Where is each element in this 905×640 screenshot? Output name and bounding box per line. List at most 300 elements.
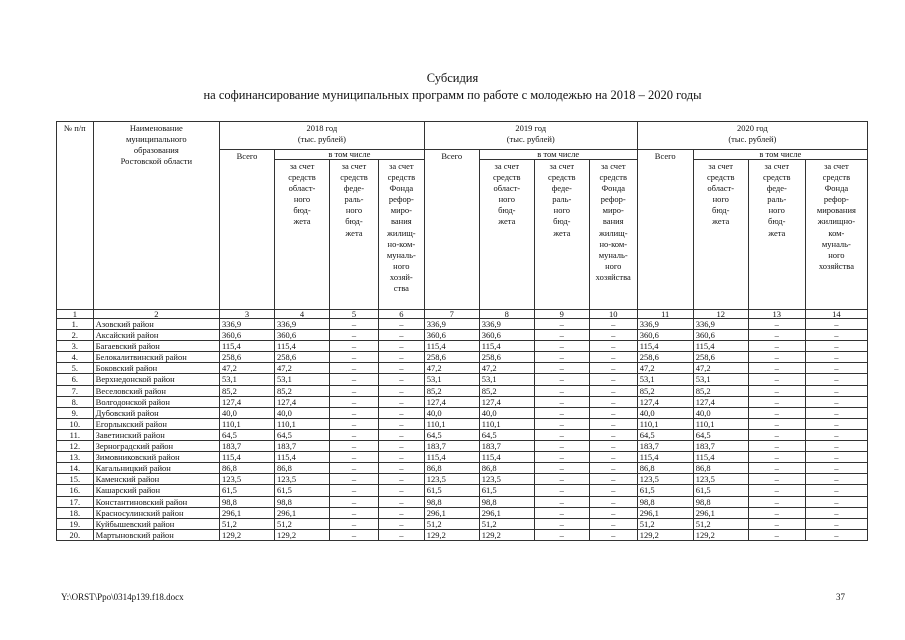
value-cell: 115,4 <box>275 341 330 352</box>
empty-value-cell: – <box>534 396 589 407</box>
empty-value-cell: – <box>805 330 867 341</box>
value-cell: 98,8 <box>693 496 748 507</box>
value-cell: 53,1 <box>220 374 275 385</box>
empty-value-cell: – <box>378 319 424 330</box>
header-federal-budget-2018: за счет средств феде- раль- ного бюд- жета <box>330 160 379 310</box>
header-regional-budget-2018: за счет средств област- ного бюд- жета <box>275 160 330 310</box>
header-including-2020: в том числе <box>693 150 867 160</box>
value-cell: 115,4 <box>637 452 693 463</box>
empty-value-cell: – <box>748 341 805 352</box>
column-number: 13 <box>748 310 805 319</box>
empty-value-cell: – <box>534 418 589 429</box>
value-cell: 110,1 <box>424 418 479 429</box>
municipality-name-cell: Егорлыкский район <box>93 418 219 429</box>
value-cell: 127,4 <box>637 396 693 407</box>
value-cell: 360,6 <box>424 330 479 341</box>
value-cell: 61,5 <box>424 485 479 496</box>
value-cell: 258,6 <box>479 352 534 363</box>
value-cell: 258,6 <box>637 352 693 363</box>
file-path: Y:\ORST\Ppo\0314p139.f18.docx <box>61 592 184 602</box>
empty-value-cell: – <box>534 441 589 452</box>
row-number-cell: 12. <box>57 441 94 452</box>
value-cell: 98,8 <box>424 496 479 507</box>
value-cell: 296,1 <box>693 507 748 518</box>
value-cell: 61,5 <box>637 485 693 496</box>
empty-value-cell: – <box>805 407 867 418</box>
table-row <box>57 463 868 474</box>
header-total-2018: Всего <box>220 150 275 310</box>
empty-value-cell: – <box>748 407 805 418</box>
value-cell: 47,2 <box>275 363 330 374</box>
municipality-name-cell: Каменский район <box>93 474 219 485</box>
value-cell: 183,7 <box>693 441 748 452</box>
empty-value-cell: – <box>378 429 424 440</box>
value-cell: 51,2 <box>220 518 275 529</box>
empty-value-cell: – <box>589 441 637 452</box>
empty-value-cell: – <box>534 330 589 341</box>
empty-value-cell: – <box>534 529 589 540</box>
empty-value-cell: – <box>378 352 424 363</box>
value-cell: 61,5 <box>275 485 330 496</box>
municipality-name-cell: Веселовский район <box>93 385 219 396</box>
header-including-2019: в том числе <box>479 150 637 160</box>
empty-value-cell: – <box>805 474 867 485</box>
empty-value-cell: – <box>330 407 379 418</box>
empty-value-cell: – <box>330 363 379 374</box>
column-number: 12 <box>693 310 748 319</box>
empty-value-cell: – <box>748 463 805 474</box>
empty-value-cell: – <box>748 385 805 396</box>
empty-value-cell: – <box>378 341 424 352</box>
empty-value-cell: – <box>330 485 379 496</box>
empty-value-cell: – <box>805 463 867 474</box>
empty-value-cell: – <box>534 352 589 363</box>
value-cell: 47,2 <box>693 363 748 374</box>
document-subtitle: на софинансирование муниципальных программ по работе с молодежью на 2018 – 2020 годы <box>203 88 702 102</box>
value-cell: 360,6 <box>220 330 275 341</box>
empty-value-cell: – <box>378 396 424 407</box>
value-cell: 258,6 <box>275 352 330 363</box>
empty-value-cell: – <box>534 385 589 396</box>
empty-value-cell: – <box>589 407 637 418</box>
table-row <box>57 352 868 363</box>
empty-value-cell: – <box>589 319 637 330</box>
row-number-cell: 9. <box>57 407 94 418</box>
column-number: 4 <box>275 310 330 319</box>
value-cell: 47,2 <box>637 363 693 374</box>
table-row <box>57 529 868 540</box>
empty-value-cell: – <box>330 529 379 540</box>
row-number-cell: 18. <box>57 507 94 518</box>
empty-value-cell: – <box>534 452 589 463</box>
empty-value-cell: – <box>805 485 867 496</box>
header-regional-budget-2019: за счет средств област- ного бюд- жета <box>479 160 534 310</box>
empty-value-cell: – <box>330 463 379 474</box>
empty-value-cell: – <box>589 374 637 385</box>
empty-value-cell: – <box>805 452 867 463</box>
table-row <box>57 396 868 407</box>
value-cell: 336,9 <box>693 319 748 330</box>
row-number-cell: 19. <box>57 518 94 529</box>
value-cell: 85,2 <box>424 385 479 396</box>
municipality-name-cell: Волгодонской район <box>93 396 219 407</box>
value-cell: 360,6 <box>275 330 330 341</box>
value-cell: 129,2 <box>275 529 330 540</box>
value-cell: 129,2 <box>424 529 479 540</box>
value-cell: 98,8 <box>275 496 330 507</box>
municipality-name-cell: Кашарский район <box>93 485 219 496</box>
value-cell: 296,1 <box>220 507 275 518</box>
empty-value-cell: – <box>534 319 589 330</box>
empty-value-cell: – <box>589 496 637 507</box>
row-number-cell: 20. <box>57 529 94 540</box>
value-cell: 110,1 <box>637 418 693 429</box>
empty-value-cell: – <box>330 429 379 440</box>
empty-value-cell: – <box>748 474 805 485</box>
value-cell: 110,1 <box>220 418 275 429</box>
value-cell: 183,7 <box>479 441 534 452</box>
empty-value-cell: – <box>748 363 805 374</box>
header-year-2018: 2018 год (тыс. рублей) <box>220 122 425 150</box>
value-cell: 85,2 <box>220 385 275 396</box>
empty-value-cell: – <box>330 441 379 452</box>
empty-value-cell: – <box>805 396 867 407</box>
header-total-2020: Всего <box>637 150 693 310</box>
column-number: 11 <box>637 310 693 319</box>
empty-value-cell: – <box>330 507 379 518</box>
row-number-cell: 5. <box>57 363 94 374</box>
value-cell: 51,2 <box>275 518 330 529</box>
table-row <box>57 485 868 496</box>
empty-value-cell: – <box>748 330 805 341</box>
value-cell: 123,5 <box>693 474 748 485</box>
column-number: 5 <box>330 310 379 319</box>
value-cell: 183,7 <box>275 441 330 452</box>
value-cell: 85,2 <box>275 385 330 396</box>
value-cell: 47,2 <box>220 363 275 374</box>
row-number-cell: 7. <box>57 385 94 396</box>
empty-value-cell: – <box>378 474 424 485</box>
page-number: 37 <box>836 592 845 602</box>
table-row <box>57 496 868 507</box>
value-cell: 115,4 <box>424 341 479 352</box>
value-cell: 85,2 <box>637 385 693 396</box>
empty-value-cell: – <box>589 507 637 518</box>
empty-value-cell: – <box>805 363 867 374</box>
value-cell: 296,1 <box>275 507 330 518</box>
empty-value-cell: – <box>748 418 805 429</box>
empty-value-cell: – <box>330 341 379 352</box>
empty-value-cell: – <box>748 374 805 385</box>
municipality-name-cell: Заветинский район <box>93 429 219 440</box>
empty-value-cell: – <box>534 518 589 529</box>
value-cell: 86,8 <box>424 463 479 474</box>
empty-value-cell: – <box>330 452 379 463</box>
municipality-name-cell: Белокалитвинский район <box>93 352 219 363</box>
subsidy-table <box>56 121 868 541</box>
empty-value-cell: – <box>589 452 637 463</box>
value-cell: 296,1 <box>424 507 479 518</box>
empty-value-cell: – <box>589 396 637 407</box>
municipality-name-cell: Верхнедонской район <box>93 374 219 385</box>
empty-value-cell: – <box>748 518 805 529</box>
value-cell: 86,8 <box>220 463 275 474</box>
column-number: 8 <box>479 310 534 319</box>
value-cell: 360,6 <box>693 330 748 341</box>
value-cell: 86,8 <box>693 463 748 474</box>
column-number: 14 <box>805 310 867 319</box>
row-number-cell: 8. <box>57 396 94 407</box>
table-row <box>57 374 868 385</box>
table-row <box>57 474 868 485</box>
municipality-name-cell: Азовский район <box>93 319 219 330</box>
value-cell: 123,5 <box>637 474 693 485</box>
empty-value-cell: – <box>378 374 424 385</box>
municipality-name-cell: Дубовский район <box>93 407 219 418</box>
row-number-cell: 15. <box>57 474 94 485</box>
column-number: 9 <box>534 310 589 319</box>
value-cell: 115,4 <box>220 452 275 463</box>
column-number: 7 <box>424 310 479 319</box>
empty-value-cell: – <box>748 485 805 496</box>
value-cell: 86,8 <box>479 463 534 474</box>
value-cell: 115,4 <box>479 452 534 463</box>
value-cell: 86,8 <box>637 463 693 474</box>
value-cell: 336,9 <box>424 319 479 330</box>
empty-value-cell: – <box>805 507 867 518</box>
value-cell: 85,2 <box>479 385 534 396</box>
column-number: 6 <box>378 310 424 319</box>
table-row <box>57 507 868 518</box>
empty-value-cell: – <box>805 418 867 429</box>
value-cell: 61,5 <box>693 485 748 496</box>
empty-value-cell: – <box>534 341 589 352</box>
empty-value-cell: – <box>330 474 379 485</box>
empty-value-cell: – <box>534 463 589 474</box>
empty-value-cell: – <box>748 429 805 440</box>
document-title: Субсидия <box>426 71 479 85</box>
value-cell: 51,2 <box>424 518 479 529</box>
header-housing-fund-2018: за счет средств Фонда рефор- миро- вания жилищ- но-ком- муналь- ного хозяй- ства <box>378 160 424 310</box>
empty-value-cell: – <box>378 385 424 396</box>
empty-value-cell: – <box>589 463 637 474</box>
value-cell: 53,1 <box>479 374 534 385</box>
value-cell: 40,0 <box>275 407 330 418</box>
empty-value-cell: – <box>330 518 379 529</box>
municipality-name-cell: Боковский район <box>93 363 219 374</box>
value-cell: 53,1 <box>424 374 479 385</box>
value-cell: 86,8 <box>275 463 330 474</box>
value-cell: 64,5 <box>220 429 275 440</box>
column-number: 10 <box>589 310 637 319</box>
empty-value-cell: – <box>330 396 379 407</box>
value-cell: 47,2 <box>424 363 479 374</box>
empty-value-cell: – <box>805 529 867 540</box>
value-cell: 40,0 <box>424 407 479 418</box>
empty-value-cell: – <box>330 374 379 385</box>
value-cell: 336,9 <box>637 319 693 330</box>
value-cell: 64,5 <box>637 429 693 440</box>
empty-value-cell: – <box>748 352 805 363</box>
header-regional-budget-2020: за счет средств област- ного бюд- жета <box>693 160 748 310</box>
empty-value-cell: – <box>805 441 867 452</box>
column-number: 3 <box>220 310 275 319</box>
value-cell: 296,1 <box>637 507 693 518</box>
row-number-cell: 6. <box>57 374 94 385</box>
value-cell: 40,0 <box>220 407 275 418</box>
value-cell: 115,4 <box>424 452 479 463</box>
empty-value-cell: – <box>589 418 637 429</box>
value-cell: 123,5 <box>479 474 534 485</box>
row-number-cell: 17. <box>57 496 94 507</box>
empty-value-cell: – <box>330 496 379 507</box>
value-cell: 129,2 <box>479 529 534 540</box>
value-cell: 64,5 <box>479 429 534 440</box>
empty-value-cell: – <box>330 352 379 363</box>
value-cell: 123,5 <box>220 474 275 485</box>
empty-value-cell: – <box>378 507 424 518</box>
empty-value-cell: – <box>534 407 589 418</box>
empty-value-cell: – <box>534 485 589 496</box>
value-cell: 183,7 <box>637 441 693 452</box>
table-row <box>57 330 868 341</box>
header-federal-budget-2020: за счет средств феде- раль- ного бюд- жета <box>748 160 805 310</box>
empty-value-cell: – <box>589 363 637 374</box>
empty-value-cell: – <box>330 330 379 341</box>
value-cell: 127,4 <box>275 396 330 407</box>
row-number-cell: 2. <box>57 330 94 341</box>
value-cell: 127,4 <box>693 396 748 407</box>
empty-value-cell: – <box>748 529 805 540</box>
value-cell: 40,0 <box>693 407 748 418</box>
value-cell: 61,5 <box>479 485 534 496</box>
table-row <box>57 518 868 529</box>
municipality-name-cell: Константиновский район <box>93 496 219 507</box>
header-year-2020: 2020 год (тыс. рублей) <box>637 122 867 150</box>
municipality-name-cell: Зимовниковский район <box>93 452 219 463</box>
municipality-name-cell: Зерноградский район <box>93 441 219 452</box>
value-cell: 47,2 <box>479 363 534 374</box>
empty-value-cell: – <box>589 385 637 396</box>
value-cell: 51,2 <box>693 518 748 529</box>
value-cell: 98,8 <box>479 496 534 507</box>
value-cell: 115,4 <box>275 452 330 463</box>
row-number-cell: 13. <box>57 452 94 463</box>
empty-value-cell: – <box>378 418 424 429</box>
value-cell: 64,5 <box>424 429 479 440</box>
value-cell: 183,7 <box>220 441 275 452</box>
empty-value-cell: – <box>805 385 867 396</box>
value-cell: 110,1 <box>479 418 534 429</box>
header-num: № п/п <box>57 122 94 310</box>
header-housing-fund-2019: за счет средств Фонда рефор- миро- вания жилищ- но-ком- муналь- ного хозяйства <box>589 160 637 310</box>
empty-value-cell: – <box>748 452 805 463</box>
value-cell: 85,2 <box>693 385 748 396</box>
empty-value-cell: – <box>330 319 379 330</box>
value-cell: 64,5 <box>275 429 330 440</box>
empty-value-cell: – <box>589 429 637 440</box>
value-cell: 127,4 <box>424 396 479 407</box>
empty-value-cell: – <box>805 374 867 385</box>
value-cell: 64,5 <box>693 429 748 440</box>
municipality-name-cell: Куйбышевский район <box>93 518 219 529</box>
empty-value-cell: – <box>589 330 637 341</box>
table-row <box>57 341 868 352</box>
empty-value-cell: – <box>805 496 867 507</box>
value-cell: 53,1 <box>275 374 330 385</box>
empty-value-cell: – <box>378 441 424 452</box>
empty-value-cell: – <box>805 518 867 529</box>
value-cell: 129,2 <box>693 529 748 540</box>
table-row <box>57 429 868 440</box>
empty-value-cell: – <box>748 507 805 518</box>
empty-value-cell: – <box>805 341 867 352</box>
empty-value-cell: – <box>534 474 589 485</box>
value-cell: 115,4 <box>693 341 748 352</box>
empty-value-cell: – <box>589 352 637 363</box>
header-total-2019: Всего <box>424 150 479 310</box>
value-cell: 258,6 <box>424 352 479 363</box>
empty-value-cell: – <box>534 363 589 374</box>
empty-value-cell: – <box>378 452 424 463</box>
empty-value-cell: – <box>589 529 637 540</box>
table-row <box>57 319 868 330</box>
value-cell: 110,1 <box>275 418 330 429</box>
value-cell: 115,4 <box>693 452 748 463</box>
row-number-cell: 10. <box>57 418 94 429</box>
empty-value-cell: – <box>378 518 424 529</box>
empty-value-cell: – <box>378 485 424 496</box>
row-number-cell: 3. <box>57 341 94 352</box>
value-cell: 127,4 <box>479 396 534 407</box>
header-federal-budget-2019: за счет средств феде- раль- ного бюд- жета <box>534 160 589 310</box>
empty-value-cell: – <box>378 463 424 474</box>
municipality-name-cell: Кагальницкий район <box>93 463 219 474</box>
value-cell: 40,0 <box>637 407 693 418</box>
municipality-name-cell: Аксайский район <box>93 330 219 341</box>
value-cell: 110,1 <box>693 418 748 429</box>
empty-value-cell: – <box>589 485 637 496</box>
empty-value-cell: – <box>748 496 805 507</box>
value-cell: 115,4 <box>637 341 693 352</box>
empty-value-cell: – <box>805 319 867 330</box>
row-number-cell: 16. <box>57 485 94 496</box>
empty-value-cell: – <box>534 374 589 385</box>
row-number-cell: 11. <box>57 429 94 440</box>
empty-value-cell: – <box>748 441 805 452</box>
empty-value-cell: – <box>805 429 867 440</box>
empty-value-cell: – <box>589 474 637 485</box>
value-cell: 127,4 <box>220 396 275 407</box>
empty-value-cell: – <box>378 363 424 374</box>
value-cell: 123,5 <box>275 474 330 485</box>
value-cell: 115,4 <box>220 341 275 352</box>
value-cell: 51,2 <box>637 518 693 529</box>
column-number: 2 <box>93 310 219 319</box>
value-cell: 53,1 <box>693 374 748 385</box>
value-cell: 115,4 <box>479 341 534 352</box>
value-cell: 360,6 <box>637 330 693 341</box>
value-cell: 129,2 <box>220 529 275 540</box>
empty-value-cell: – <box>378 529 424 540</box>
municipality-name-cell: Красносулинский район <box>93 507 219 518</box>
empty-value-cell: – <box>589 341 637 352</box>
value-cell: 183,7 <box>424 441 479 452</box>
empty-value-cell: – <box>378 407 424 418</box>
value-cell: 51,2 <box>479 518 534 529</box>
table-row <box>57 452 868 463</box>
value-cell: 258,6 <box>220 352 275 363</box>
